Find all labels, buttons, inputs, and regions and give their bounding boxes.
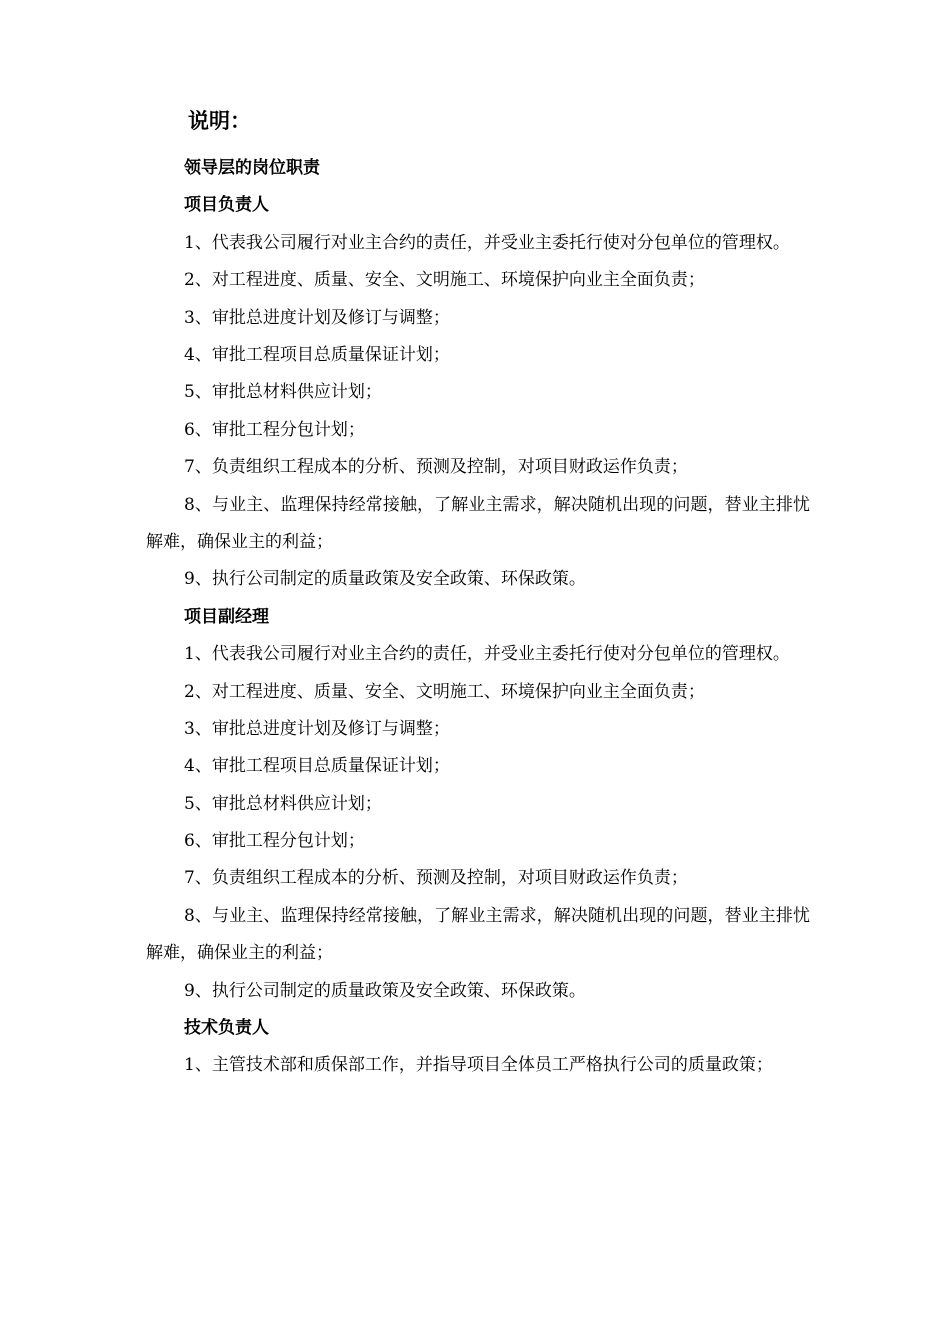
duty-item: 5、审批总材料供应计划； xyxy=(184,793,382,814)
duty-item: 4、审批工程项目总质量保证计划； xyxy=(184,344,450,365)
duty-item: 2、对工程进度、质量、安全、文明施工、环境保护向业主全面负责； xyxy=(184,270,705,291)
duty-item: 6、审批工程分包计划； xyxy=(184,831,365,852)
duty-paragraph: 1、主管技术部和质保部工作，并指导项目全体员工严格执行公司的质量政策； xyxy=(184,1055,773,1076)
duty-item: 3、审批总进度计划及修订与调整； xyxy=(184,718,450,739)
role-heading-project-lead: 项目负责人 xyxy=(184,195,269,216)
duty-item: 9、执行公司制定的质量政策及安全政策、环保政策。 xyxy=(184,569,586,590)
section-heading: 领导层的岗位职责 xyxy=(184,158,320,178)
duty-item: 7、负责组织工程成本的分析、预测及控制，对项目财政运作负责； xyxy=(184,457,688,478)
duty-item: 4、审批工程项目总质量保证计划； xyxy=(184,756,450,777)
duty-paragraph: 1、代表我公司履行对业主合约的责任，并受业主委托行使对分包单位的管理权。 xyxy=(184,644,790,665)
duty-paragraph: 8、与业主、监理保持经常接触，了解业主需求，解决随机出现的问题，替业主排忧解难，确保业主的利益； xyxy=(146,494,810,552)
duty-item: 6、审批工程分包计划； xyxy=(184,419,365,440)
role-heading-deputy-manager: 项目副经理 xyxy=(184,606,269,627)
duty-item: 5、审批总材料供应计划； xyxy=(184,382,382,403)
duty-item: 2、对工程进度、质量、安全、文明施工、环境保护向业主全面负责； xyxy=(184,681,705,702)
document-title: 说明： xyxy=(188,108,251,133)
duty-item: 7、负责组织工程成本的分析、预测及控制，对项目财政运作负责； xyxy=(184,868,688,889)
duty-paragraph: 8、与业主、监理保持经常接触，了解业主需求，解决随机出现的问题，替业主排忧解难，确保业主的利益； xyxy=(146,905,810,964)
document-body xyxy=(146,150,810,1085)
duty-item: 3、审批总进度计划及修订与调整； xyxy=(184,307,450,328)
role-heading-technical-lead: 技术负责人 xyxy=(184,1018,269,1039)
duty-paragraph: 1、代表我公司履行对业主合约的责任，并受业主委托行使对分包单位的管理权。 xyxy=(184,232,790,253)
duty-item: 9、执行公司制定的质量政策及安全政策、环保政策。 xyxy=(184,980,586,1001)
